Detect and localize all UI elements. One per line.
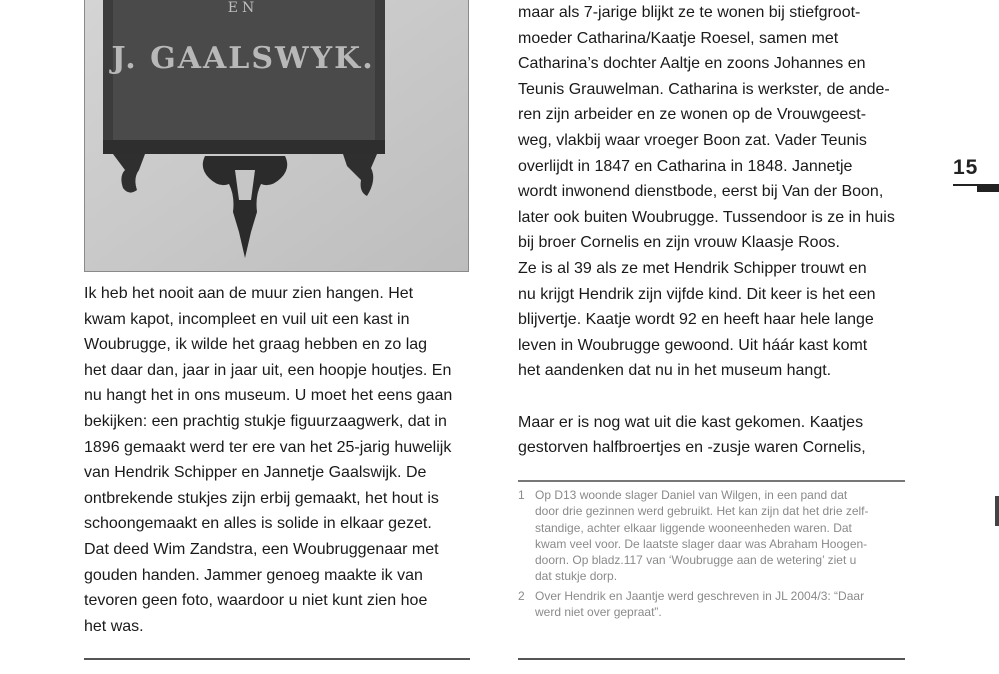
text-line: kwam kapot, incompleet en vuil uit een kast in xyxy=(84,310,410,328)
text-line: het daar dan, jaar in jaar uit, een hoopje houtjes. En xyxy=(84,361,452,379)
footnote-divider xyxy=(518,480,905,482)
paragraph-spacer xyxy=(518,384,910,410)
text-line: moeder Catharina/Kaatje Roesel, samen met xyxy=(518,29,839,47)
text-line: Dat deed Wim Zandstra, een Woubruggenaar met xyxy=(84,540,439,558)
text-line: 1896 gemaakt werd ter ere van het 25-jarig huwelijk xyxy=(84,438,452,456)
left-column-text xyxy=(84,281,476,639)
plaque-photo xyxy=(84,0,469,272)
page-number-accent xyxy=(977,186,999,192)
footnote-line: Op D13 woonde slager Daniel van Wilgen, in een pand dat xyxy=(535,488,848,502)
text-line: Maar er is nog wat uit die kast gekomen. Kaatjes xyxy=(518,413,864,431)
text-line: schoongemaakt en alles is solide in elkaar gezet. xyxy=(84,515,432,533)
text-line: overlijdt in 1847 en Catharina in 1848. Jannetje xyxy=(518,157,853,175)
text-line: nu hangt het in ons museum. U moet het eens gaan xyxy=(84,387,453,405)
right-column-text xyxy=(518,0,910,461)
footnote-line: door drie gezinnen werd gebruikt. Het kan zijn dat het drie zelf- xyxy=(535,504,869,519)
footnote-1 xyxy=(518,487,908,585)
text-line: Ze is al 39 als ze met Hendrik Schipper trouwt en xyxy=(518,259,867,277)
footnote-line: Over Hendrik en Jaantje werd geschreven in JL 2004/3: “Daar xyxy=(535,588,865,603)
text-line: Ik heb het nooit aan de muur zien hangen. Het xyxy=(84,285,414,302)
text-line: het was. xyxy=(84,617,144,635)
right-paragraph-2 xyxy=(518,410,910,461)
text-line: blijvertje. Kaatje wordt 92 en heeft haar hele lange xyxy=(518,311,874,329)
footnote-line: dat stukje dorp. xyxy=(535,569,618,584)
bottom-rule-right xyxy=(518,658,905,660)
text-line: het aandenken dat nu in het museum hangt. xyxy=(518,362,832,380)
text-line: van Hendrik Schipper en Jannetje Gaalswijk. De xyxy=(84,464,427,482)
text-line: leven in Woubrugge gewoond. Uit háár kast komt xyxy=(518,336,868,354)
text-line: maar als 7-jarige blijkt ze te wonen bij stiefgroot- xyxy=(518,4,861,21)
footnote-number: 1 xyxy=(518,488,525,502)
footnote-line: doorn. Op bladz.117 van ‘Woubrugge aan de wetering’ ziet u xyxy=(535,553,857,568)
text-line: bekijken: een prachtig stukje figuurzaagwerk, dat in xyxy=(84,412,447,430)
plaque-illustration xyxy=(85,0,469,272)
text-line: wordt inwonend dienstbode, eerst bij Van der Boon, xyxy=(518,183,884,201)
footnote-line: werd niet over gepraat”. xyxy=(535,605,662,620)
text-line: Catharina’s dochter Aaltje en zoons Johannes en xyxy=(518,55,866,73)
text-line: Woubrugge, ik wilde het graag hebben en zo lag xyxy=(84,336,428,354)
text-line: tevoren geen foto, waardoor u niet kunt zien hoe xyxy=(84,592,428,610)
footnote-2 xyxy=(518,588,908,621)
footnote-text xyxy=(535,588,864,621)
text-line: ren zijn arbeider en ze wonen op de Vrouwgeest- xyxy=(518,106,867,124)
right-paragraph-1 xyxy=(518,0,910,384)
bottom-rule-left xyxy=(84,658,470,660)
left-paragraph xyxy=(84,281,476,639)
page-edge-mark xyxy=(995,496,999,526)
text-line: weg, vlakbij waar vroeger Boon zat. Vader Teunis xyxy=(518,131,867,149)
footnote-number: 2 xyxy=(518,588,525,603)
text-line: gouden handen. Jammer genoeg maakte ik van xyxy=(84,566,423,584)
text-line: nu krijgt Hendrik zijn vijfde kind. Dit keer is het een xyxy=(518,285,876,303)
text-line: Teunis Grauwelman. Catharina is werkster, de ande- xyxy=(518,80,890,98)
footnote-line: standige, achter elkaar liggende wooneenheden waren. Dat xyxy=(535,520,852,535)
text-line: later ook buiten Woubrugge. Tussendoor is ze in huis xyxy=(518,208,895,226)
footnotes xyxy=(518,487,908,623)
text-line: gestorven halfbroertjes en -zusje waren Cornelis, xyxy=(518,439,866,457)
text-line: bij broer Cornelis en zijn vrouw Klaasje Roos. xyxy=(518,234,840,252)
text-line: ontbrekende stukjes zijn erbij gemaakt, het hout is xyxy=(84,489,439,507)
sign-line-en: EN xyxy=(227,0,259,16)
page-number: 15 xyxy=(953,156,979,179)
sign-line-name: J. GAALSWYK. xyxy=(111,41,375,76)
footnote-line: kwam veel voor. De laatste slager daar was Abraham Hoogen- xyxy=(535,536,868,551)
footnote-text xyxy=(535,487,869,585)
